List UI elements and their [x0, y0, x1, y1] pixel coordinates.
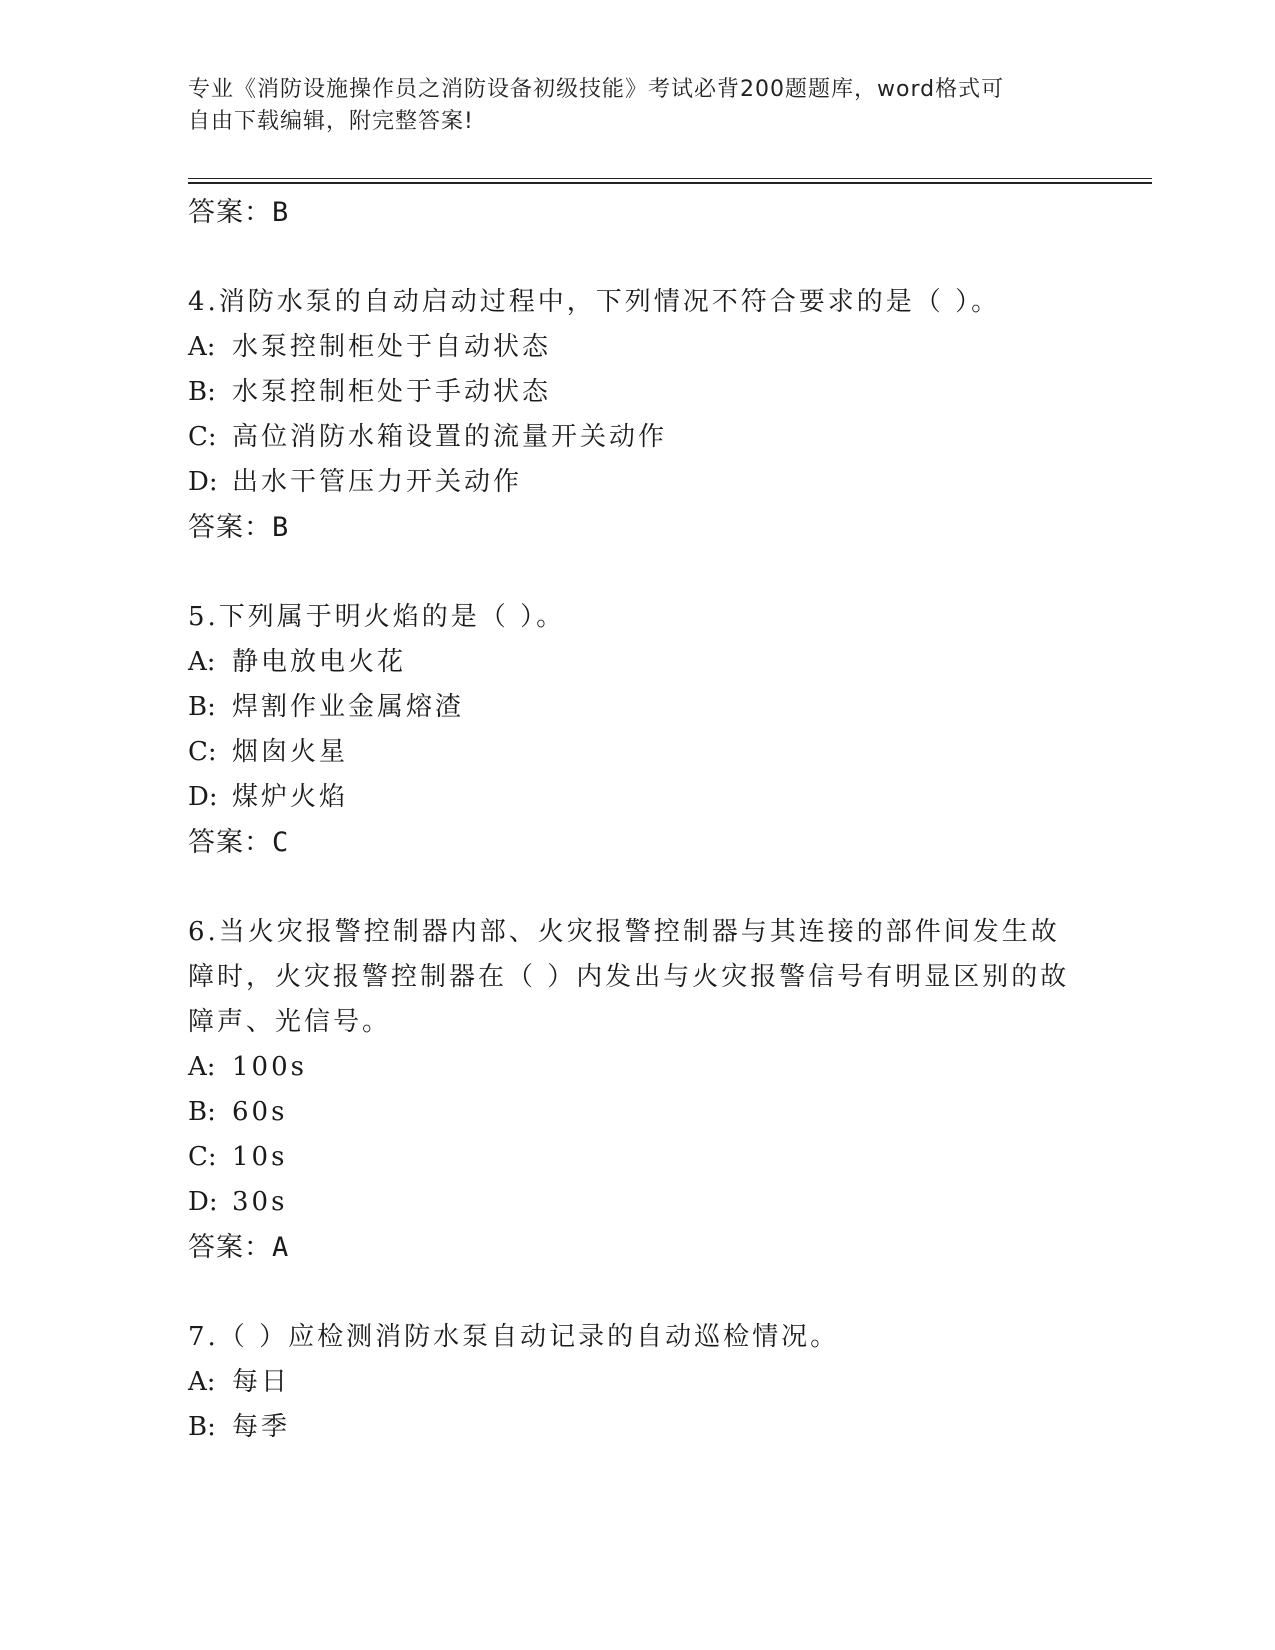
option-c: [188, 415, 1088, 460]
answer-value: B: [272, 512, 290, 543]
header-line-1: 专业《消防设施操作员之消防设备初级技能》考试必背200题题库，word格式可: [188, 77, 1005, 102]
option-letter: A:: [188, 1052, 216, 1082]
option-letter: A:: [188, 1367, 216, 1397]
option-text: 烟囱火星: [232, 737, 349, 767]
option-letter: B:: [188, 1412, 216, 1442]
option-text: 水泵控制柜处于手动状态: [232, 377, 552, 407]
option-a: [188, 1360, 1088, 1405]
option-letter: B:: [188, 377, 216, 407]
spacer: [188, 236, 1088, 280]
option-letter: A:: [188, 332, 216, 362]
question-text: 5.下列属于明火焰的是（ ）。: [188, 602, 566, 632]
option-letter: D:: [188, 1187, 218, 1217]
spacer: [188, 1271, 1088, 1315]
option-letter: A:: [188, 647, 216, 677]
option-c: [188, 730, 1088, 775]
answer-line: [188, 820, 1088, 866]
option-text: 高位消防水箱设置的流量开关动作: [232, 422, 668, 452]
answer-label: 答案：: [188, 197, 272, 228]
option-text: 出水干管压力开关动作: [232, 467, 523, 497]
option-text: 每日: [232, 1367, 291, 1397]
header-rule-thin: [188, 178, 1152, 179]
option-text: 焊割作业金属熔渣: [232, 692, 465, 722]
option-letter: D:: [188, 467, 218, 497]
option-a: [188, 1045, 1088, 1090]
question-text: 7.（ ）应检测消防水泵自动记录的自动巡检情况。: [188, 1322, 840, 1352]
option-letter: B:: [188, 692, 216, 722]
answer-line: [188, 190, 1088, 236]
answer-value: A: [272, 1232, 290, 1263]
option-letter: C:: [188, 422, 217, 452]
option-text: 100s: [232, 1052, 307, 1082]
answer-value: C: [272, 827, 290, 858]
option-text: 水泵控制柜处于自动状态: [232, 332, 552, 362]
header-rule-thick: [188, 182, 1152, 184]
option-d: [188, 775, 1088, 820]
option-letter: B:: [188, 1097, 216, 1127]
option-a: [188, 325, 1088, 370]
option-d: [188, 1180, 1088, 1225]
answer-label: 答案：: [188, 512, 272, 543]
answer-label: 答案：: [188, 827, 272, 858]
option-b: [188, 1405, 1088, 1450]
option-text: 静电放电火花: [232, 647, 407, 677]
option-text: 10s: [232, 1142, 288, 1172]
spacer: [188, 551, 1088, 595]
header-line-2: 自由下载编辑，附完整答案!: [188, 109, 474, 134]
option-a: [188, 640, 1088, 685]
option-c: [188, 1135, 1088, 1180]
question-text: 4.消防水泵的自动启动过程中，下列情况不符合要求的是（ ）。: [188, 287, 1001, 317]
answer-label: 答案：: [188, 1232, 272, 1263]
answer-line: [188, 505, 1088, 551]
option-letter: D:: [188, 782, 218, 812]
option-text: 30s: [232, 1187, 288, 1217]
document-header: [188, 74, 1068, 138]
option-letter: C:: [188, 737, 217, 767]
option-text: 每季: [232, 1412, 291, 1442]
document-body: [188, 190, 1088, 1450]
option-text: 煤炉火焰: [232, 782, 349, 812]
answer-line: [188, 1225, 1088, 1271]
option-text: 60s: [232, 1097, 288, 1127]
option-letter: C:: [188, 1142, 217, 1172]
option-d: [188, 460, 1088, 505]
spacer: [188, 866, 1088, 910]
answer-value: B: [272, 197, 290, 228]
question-text: 6.当火灾报警控制器内部、火灾报警控制器与其连接的部件间发生故障时，火灾报警控制器在（ ）内发出与火灾报警信号有明显区别的故障声、光信号。: [188, 917, 1070, 1037]
option-b: [188, 685, 1088, 730]
option-b: [188, 1090, 1088, 1135]
option-b: [188, 370, 1088, 415]
